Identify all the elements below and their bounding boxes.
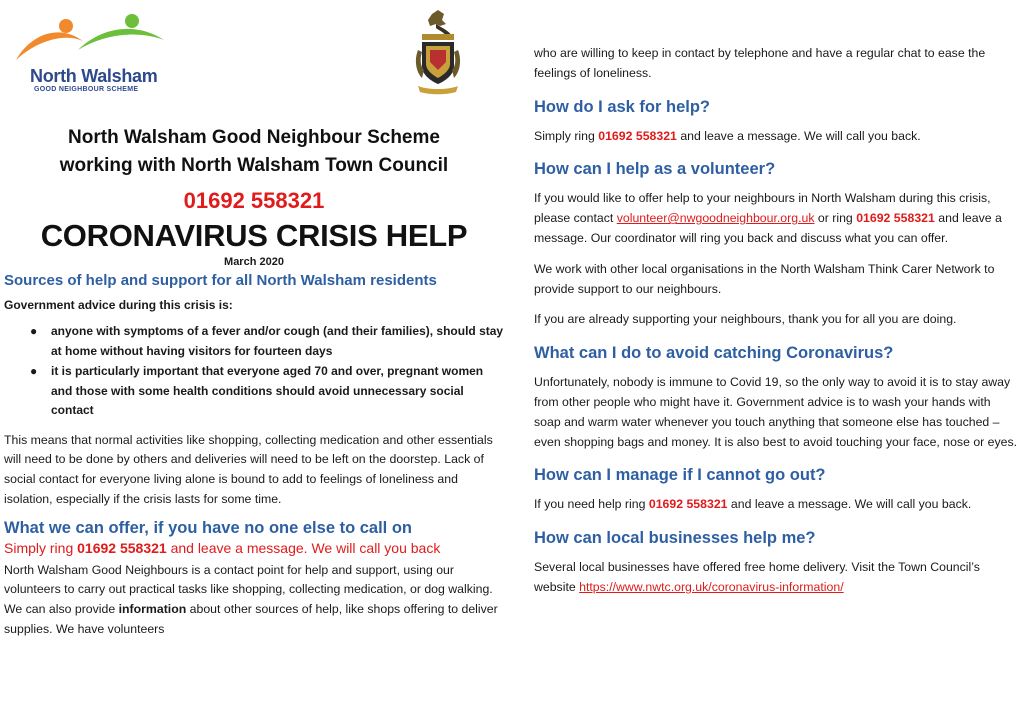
advice-list [4, 322, 504, 421]
left-column [4, 10, 504, 640]
offer-sub-phone: 01692 558321 [77, 539, 167, 556]
north-walsham-logo [12, 12, 172, 100]
thanks-paragraph: If you are already supporting your neighbours, thank you for all you are doing. [534, 312, 957, 327]
business-heading: How can local businesses help me? [534, 529, 816, 548]
bullet-icon: ● [30, 364, 38, 378]
volunteer-post: and leave a message. Our coordinator will ring you back and discuss what you can offer. [534, 211, 1002, 245]
offer-subheading [4, 540, 504, 556]
manage-paragraph [534, 495, 1018, 515]
scheme-title [4, 124, 504, 180]
bullet-icon: ● [30, 324, 38, 338]
government-advice-label: Government advice during this crisis is: [4, 298, 233, 312]
manage-post: and leave a message. We will call you back. [727, 497, 972, 512]
crisis-title: CORONAVIRUS CRISIS HELP [40, 218, 468, 253]
offer-sub-post: and leave a message. We will call you back [166, 539, 441, 556]
town-council-link[interactable]: https://www.nwtc.org.uk/coronavirus-information/ [579, 579, 844, 594]
logo-subtitle: GOOD NEIGHBOUR SCHEME [34, 86, 139, 93]
ask-post: and leave a message. We will call you back. [676, 128, 921, 143]
phone-number-headline: 01692 558321 [183, 188, 325, 213]
offer-para-pre: North Walsham Good Neighbours is a contact point for help and support, using our volunteers to carry out practical tasks like shopping, collecting medication, or dog walking. We can also provide [4, 562, 493, 617]
logo-row [4, 10, 504, 102]
manage-pre: If you need help ring [534, 497, 649, 512]
logo-name: North Walsham [30, 66, 158, 86]
volunteer-heading: How can I help as a volunteer? [534, 160, 776, 179]
scheme-title-line2: working with North Walsham Town Council [59, 155, 449, 176]
coat-of-arms-icon [412, 10, 464, 96]
scheme-title-line1: North Walsham Good Neighbour Scheme [68, 127, 440, 148]
advice-item-text: anyone with symptoms of a fever and/or cough (and their families), should stay at home without having visitors for fourteen days [51, 324, 504, 358]
advice-item-text: it is particularly important that everyone aged 70 and over, pregnant women and those with some health conditions should avoid unnecessary social contact [51, 364, 484, 417]
volunteer-email-link[interactable]: volunteer@nwgoodneighbour.org.uk [616, 211, 815, 226]
avoid-paragraph: Unfortunately, nobody is immune to Covid 19, so the only way to avoid it is to stay away from other people who might have it. Government advice is to wash your hands with soap and warm water whenever you touch anything that someone else has touched – even shopping bags and money. It is also best to avoid touching your face, nose or eyes. [534, 375, 1018, 449]
town-council-crest [412, 10, 464, 96]
volunteer-paragraph [534, 189, 1018, 248]
ask-help-heading: How do I ask for help? [534, 97, 711, 116]
business-paragraph [534, 558, 1018, 598]
offer-sub-pre: Simply ring [4, 539, 78, 556]
volunteer-pre: If you would like to offer help to your neighbours in North Walsham during this crisis, please contact [534, 191, 991, 226]
advice-item [4, 322, 504, 361]
swoosh-logo-icon [12, 12, 172, 68]
means-paragraph: This means that normal activities like shopping, collecting medication and other essentials will need to be done by others and deliveries will need to be left on the doorstep. Lack of social contact for everyone living alone is bound to add to feelings of loneliness and isolation, especially if the crisis lasts for some time. [4, 432, 493, 506]
date: March 2020 [224, 256, 284, 268]
continued-paragraph: who are willing to keep in contact by telephone and have a regular chat to ease the feelings of loneliness. [534, 46, 986, 80]
ask-help-paragraph [534, 127, 1018, 147]
volunteer-phone: 01692 558321 [856, 211, 935, 226]
volunteer-mid: or ring [814, 211, 857, 226]
offer-heading: What we can offer, if you have no one else to call on [4, 518, 412, 537]
offer-para-bold: information [118, 602, 187, 617]
ask-phone: 01692 558321 [598, 128, 677, 143]
sources-heading: Sources of help and support for all North Walsham residents [4, 272, 437, 289]
business-pre: Several local businesses have offered free home delivery. Visit the Town Council’s website [534, 560, 980, 594]
manage-phone: 01692 558321 [648, 497, 728, 512]
offer-paragraph [4, 561, 504, 640]
manage-heading: How can I manage if I cannot go out? [534, 466, 826, 485]
ask-pre: Simply ring [534, 128, 599, 143]
offer-para-post: about other sources of help, like shops offering to deliver supplies. We have volunteers [4, 602, 498, 637]
network-paragraph: We work with other local organisations in the North Walsham Think Carer Network to provide support to our neighbours. [534, 261, 995, 296]
avoid-heading: What can I do to avoid catching Coronavirus? [534, 344, 894, 363]
advice-item [4, 362, 504, 421]
right-column [534, 44, 1018, 598]
